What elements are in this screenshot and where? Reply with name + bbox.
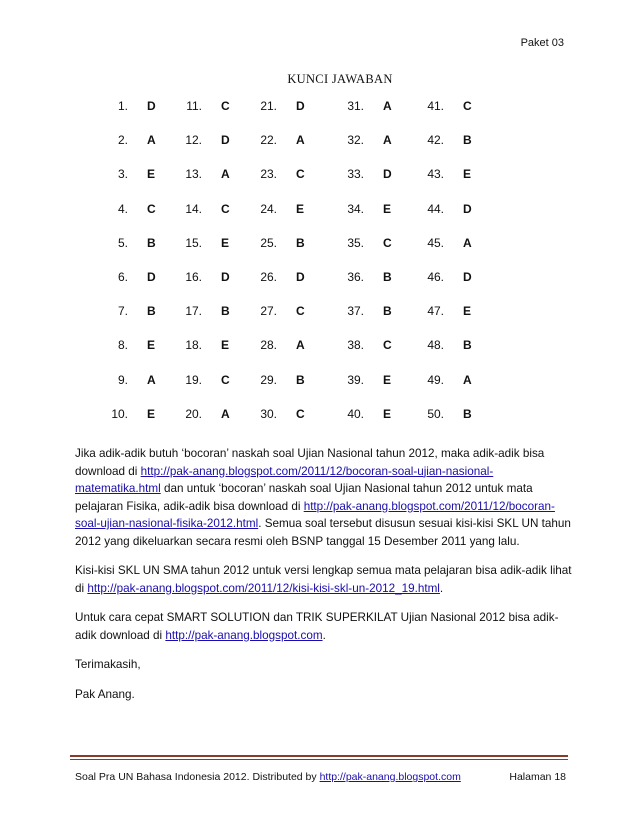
answer-number: 23. [260,167,277,182]
footer-divider-thin [70,759,568,760]
answer-number: 27. [260,304,277,319]
answer-number: 24. [260,201,277,216]
answer-letter: B [463,406,472,421]
answer-number: 41. [427,99,444,113]
paragraph-text: . [322,628,326,642]
link-kisi-kisi[interactable]: http://pak-anang.blogspot.com/2011/12/kisi-kisi-skl-un-2012_19.html [87,581,440,595]
answer-letter: A [221,406,230,421]
packet-label: Paket 03 [520,37,564,49]
paragraph-text: Kisi-kisi SKL UN SMA tahun 2012 untuk versi lengkap semua mata pelajaran bisa adik-adik lihat di [75,564,572,595]
answer-letter: D [463,270,472,284]
signature-text: Pak Anang. [75,687,135,701]
answer-number: 14. [185,201,202,216]
answer-letter: C [463,99,472,113]
answer-letter: A [383,133,392,148]
answer-number: 9. [117,372,128,387]
answer-letter: B [383,304,392,319]
answer-number: 15. [185,235,202,250]
answer-number: 40. [347,406,364,421]
answer-letter: E [383,406,392,421]
answer-letter: B [463,133,472,148]
answer-number: 43. [427,167,444,182]
answer-letter: C [383,338,392,353]
answer-number: 13. [185,167,202,182]
answer-letter: C [296,304,305,319]
answer-letter: B [296,235,305,250]
answer-number: 35. [347,235,364,250]
answer-letter: A [383,99,392,113]
answer-letter: E [221,235,230,250]
footer-text: Soal Pra UN Bahasa Indonesia 2012. Distributed by [75,771,320,783]
answer-letter: D [463,201,472,216]
answer-number: 30. [260,406,277,421]
link-fisika[interactable]: http://pak-anang.blogspot.com/2011/12/bocoran-soal-ujian-nasional-fisika-2012.html [75,499,555,530]
answer-number: 16. [185,270,202,284]
answer-number: 49. [427,372,444,387]
page-number: Halaman 18 [509,771,566,783]
answer-number: 17. [185,304,202,319]
paragraph-text: Jika adik-adik butuh ‘bocoran’ naskah soal Ujian Nasional tahun 2012, maka adik-adik bisa download di [75,447,545,478]
answer-letter: B [383,270,392,284]
answer-letter: B [296,372,305,387]
answer-number: 3. [117,167,128,182]
answer-letter: B [221,304,230,319]
answer-letter: A [147,133,156,148]
answer-letter: E [463,167,472,182]
answer-letter: D [383,167,392,182]
answer-number: 7. [117,304,128,319]
answer-letter: A [463,372,472,387]
thanks-text: Terimakasih, [75,658,141,671]
answer-letter: B [147,235,156,250]
answer-number: 34. [347,201,364,216]
answer-letter: E [383,201,392,216]
answer-letter: D [221,270,230,284]
answer-letter: E [221,338,230,353]
answer-letter: C [221,99,230,113]
answer-number: 1. [117,99,128,113]
answer-letter: A [221,167,230,182]
answer-letter: D [296,99,305,113]
answer-number: 48. [427,338,444,353]
answer-letter: E [147,167,156,182]
answer-letter: C [221,372,230,387]
answer-letter: C [296,406,305,421]
answer-number: 28. [260,338,277,353]
answer-letter: A [296,338,305,353]
answer-number: 36. [347,270,364,284]
paragraph-kisi-kisi [75,562,575,597]
answer-number: 10. [111,406,128,421]
body-text [75,445,575,715]
answer-number: 6. [117,270,128,284]
paragraph-smart-solution [75,609,575,644]
answer-letter: D [147,99,156,113]
footer-divider [70,755,568,757]
answer-letter: C [221,201,230,216]
answer-number: 26. [260,270,277,284]
paragraph-text: dan untuk ‘bocoran’ naskah soal Ujian Nasional tahun 2012 untuk mata pelajaran Fisika, adik-adik bisa download di [75,482,533,513]
answer-number: 22. [260,133,277,148]
answer-number: 42. [427,133,444,148]
paragraph-text: . Semua soal tersebut disusun sesuai kisi-kisi SKL UN tahun 2012 yang dikeluarkan secara resmi oleh BSNP tanggal 15 Desember 2011 yang lalu. [75,517,571,548]
paragraph-text: . [439,581,444,595]
answer-number: 46. [427,270,444,284]
answer-letter: B [147,304,156,319]
answer-number: 33. [347,167,364,182]
answer-number: 18. [185,338,202,353]
answer-letter: D [221,133,230,148]
answer-number: 4. [117,201,128,216]
answer-number: 19. [185,372,202,387]
answer-number: 29. [260,372,277,387]
answer-letter: C [296,167,305,182]
answer-number: 38. [347,338,364,353]
page-title: KUNCI JAWABAN [287,72,393,86]
answer-number: 45. [427,235,444,250]
paragraph-text: Untuk cara cepat SMART SOLUTION dan TRIK SUPERKILAT Ujian Nasional 2012 bisa adik-adik download di [75,611,559,642]
answer-letter: E [463,304,472,319]
answer-letter: C [147,201,156,216]
answer-letter: C [383,235,392,250]
answer-number: 21. [260,99,277,113]
footer [75,771,566,783]
answer-number: 32. [347,133,364,148]
answer-number: 12. [185,133,202,148]
answer-number: 25. [260,235,277,250]
answer-number: 5. [117,235,128,250]
answer-number: 39. [347,372,364,387]
answer-number: 47. [427,304,444,319]
answer-letter: E [147,406,156,421]
answer-number: 37. [347,304,364,319]
answer-letter: D [147,270,156,284]
answer-number: 2. [117,133,128,148]
answer-number: 11. [186,99,202,113]
answer-letter: D [296,270,305,284]
answer-number: 20. [185,406,202,421]
answer-number: 44. [427,201,444,216]
answer-letter: B [463,338,472,353]
footer-link[interactable]: http://pak-anang.blogspot.com [319,771,461,783]
answer-number: 31. [347,99,364,113]
link-blog[interactable]: http://pak-anang.blogspot.com [165,628,323,642]
answer-number: 8. [117,338,128,353]
paragraph-bocoran [75,445,575,550]
answer-letter: A [296,133,305,148]
answer-letter: E [296,201,305,216]
answer-letter: E [147,338,156,353]
answer-letter: A [147,372,156,387]
answer-number: 50. [427,406,444,421]
answer-letter: E [383,372,392,387]
link-matematika[interactable]: http://pak-anang.blogspot.com/2011/12/bocoran-soal-ujian-nasional-matematika.html [75,464,494,495]
answer-letter: A [463,235,472,250]
